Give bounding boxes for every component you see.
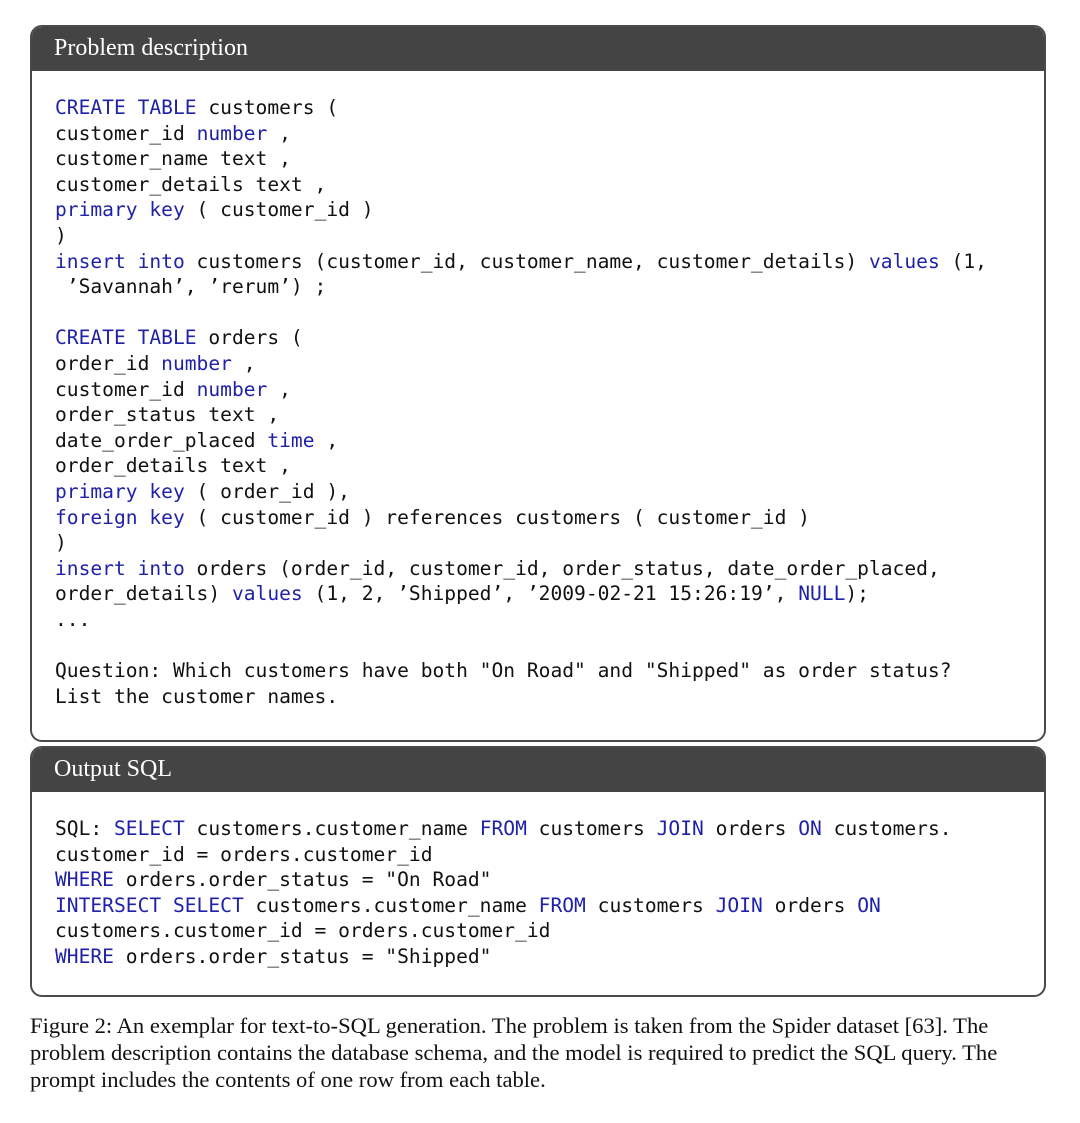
sql-keyword: ON (798, 817, 822, 840)
code-text: customer_id = orders.customer_id (55, 842, 433, 866)
code-line (55, 842, 1044, 868)
code-text: ... (55, 607, 91, 631)
code-text: , (267, 377, 291, 401)
output-sql-title: Output SQL (32, 748, 1044, 792)
code-line (55, 944, 1044, 970)
code-text: orders.order_status = "On Road" (113, 868, 492, 892)
sql-keyword: FROM (538, 893, 586, 917)
code-line (55, 479, 1044, 505)
code-text: orders ( (196, 326, 303, 350)
code-line (55, 581, 1044, 607)
sql-keyword: number (196, 377, 268, 401)
code-text: orders (order_id, customer_id, order_status, date_order_placed, (184, 556, 940, 580)
code-line (55, 556, 1044, 582)
code-text: customer_name text , (55, 147, 291, 171)
code-text: (1, 2, ’Shipped’, ’2009-02-21 15:26:19’, (302, 582, 799, 606)
code-line (55, 658, 1044, 684)
code-line (55, 325, 1044, 351)
code-text: order_status text , (55, 403, 280, 427)
sql-keyword: primary key (55, 198, 185, 222)
code-text: ) (55, 531, 67, 555)
sql-keyword: number (196, 121, 268, 145)
sql-keyword: JOIN (656, 817, 704, 840)
sql-keyword: values (868, 249, 940, 273)
code-text: , (267, 121, 291, 145)
code-text: orders.order_status = "Shipped" (113, 944, 492, 968)
sql-keyword: JOIN (715, 893, 763, 917)
code-line (55, 453, 1044, 479)
sql-keyword: INTERSECT (55, 893, 162, 917)
sql-keyword: insert into (55, 249, 185, 273)
code-text: Question: Which customers have both "On Road" and "Shipped" as order status? (55, 659, 952, 683)
code-text: order_details text , (55, 454, 291, 478)
code-text: , (231, 351, 256, 375)
sql-keyword: number (161, 351, 232, 375)
sql-keyword: WHERE (55, 944, 114, 968)
code-line (55, 300, 1044, 326)
sql-keyword: primary key (55, 479, 185, 503)
sql-keyword: SELECT (113, 817, 185, 840)
code-text: customers.customer_name (184, 817, 480, 840)
code-text: orders (703, 817, 799, 840)
code-line (55, 249, 1044, 275)
sql-keyword: time (267, 428, 315, 452)
code-text: customers (customer_id, customer_name, customer_details) (184, 249, 869, 273)
sql-keyword: insert into (55, 556, 185, 580)
code-text: customers.customer_id = orders.customer_id (55, 919, 551, 943)
code-line (55, 146, 1044, 172)
code-text: (1, (939, 249, 987, 273)
sql-keyword: SELECT (172, 893, 244, 917)
code-text: date_order_placed (55, 428, 268, 452)
code-text: customer_details text , (55, 172, 327, 196)
code-line (55, 816, 1044, 842)
code-text: customers. (821, 817, 952, 840)
output-sql-panel (30, 746, 1046, 997)
code-text: customers (526, 817, 657, 840)
code-text: customer_id (55, 377, 197, 401)
code-text: List the customer names. (55, 684, 339, 708)
code-text: order_id (55, 351, 162, 375)
code-line (55, 632, 1044, 658)
sql-code-block (32, 792, 1044, 970)
sql-keyword: ON (857, 893, 881, 917)
code-text: ( customer_id ) references customers ( customer_id ) (184, 505, 810, 529)
code-line (55, 867, 1044, 893)
code-line (55, 121, 1044, 147)
code-text: ( customer_id ) (184, 198, 374, 222)
code-text: customers (585, 893, 716, 917)
code-line (55, 172, 1044, 198)
schema-code-block (32, 71, 1044, 709)
code-line (55, 223, 1044, 249)
sql-keyword: FROM (479, 817, 527, 840)
sql-keyword: CREATE TABLE (55, 96, 197, 119)
code-line (55, 197, 1044, 223)
sql-keyword: foreign key (55, 505, 185, 529)
code-line (55, 505, 1044, 531)
code-text: customer_id (55, 121, 197, 145)
code-line (55, 95, 1044, 121)
code-text: ); (845, 582, 869, 606)
code-line (55, 530, 1044, 556)
code-line (55, 684, 1044, 710)
code-line (55, 274, 1044, 300)
code-text: ( order_id ), (184, 479, 350, 503)
code-line (55, 377, 1044, 403)
sql-keyword: values (231, 582, 303, 606)
code-text: customers.customer_name (243, 893, 539, 917)
code-line (55, 351, 1044, 377)
sql-keyword: WHERE (55, 868, 114, 892)
sql-keyword: NULL (798, 582, 846, 606)
code-line (55, 893, 1044, 919)
sql-keyword: CREATE TABLE (55, 326, 197, 350)
code-text: , (314, 428, 339, 452)
code-text: ’Savannah’, ’rerum’) ; (55, 275, 327, 299)
code-line (55, 402, 1044, 428)
code-text: SQL: (55, 817, 114, 840)
problem-description-title: Problem description (32, 27, 1044, 71)
code-text: ) (55, 223, 67, 247)
code-text: order_details) (55, 582, 232, 606)
problem-description-panel (30, 25, 1046, 742)
code-line (55, 918, 1044, 944)
code-line (55, 607, 1044, 633)
code-text: orders (762, 893, 858, 917)
figure-caption: Figure 2: An exemplar for text-to-SQL generation. The problem is taken from the Spider dataset [63]. The problem description contains the database schema, and the model is required to predict the SQL query. The prompt includes the contents of one row from each table. (30, 1013, 998, 1092)
code-text (161, 894, 173, 917)
code-text: customers ( (196, 96, 339, 119)
code-line (55, 428, 1044, 454)
